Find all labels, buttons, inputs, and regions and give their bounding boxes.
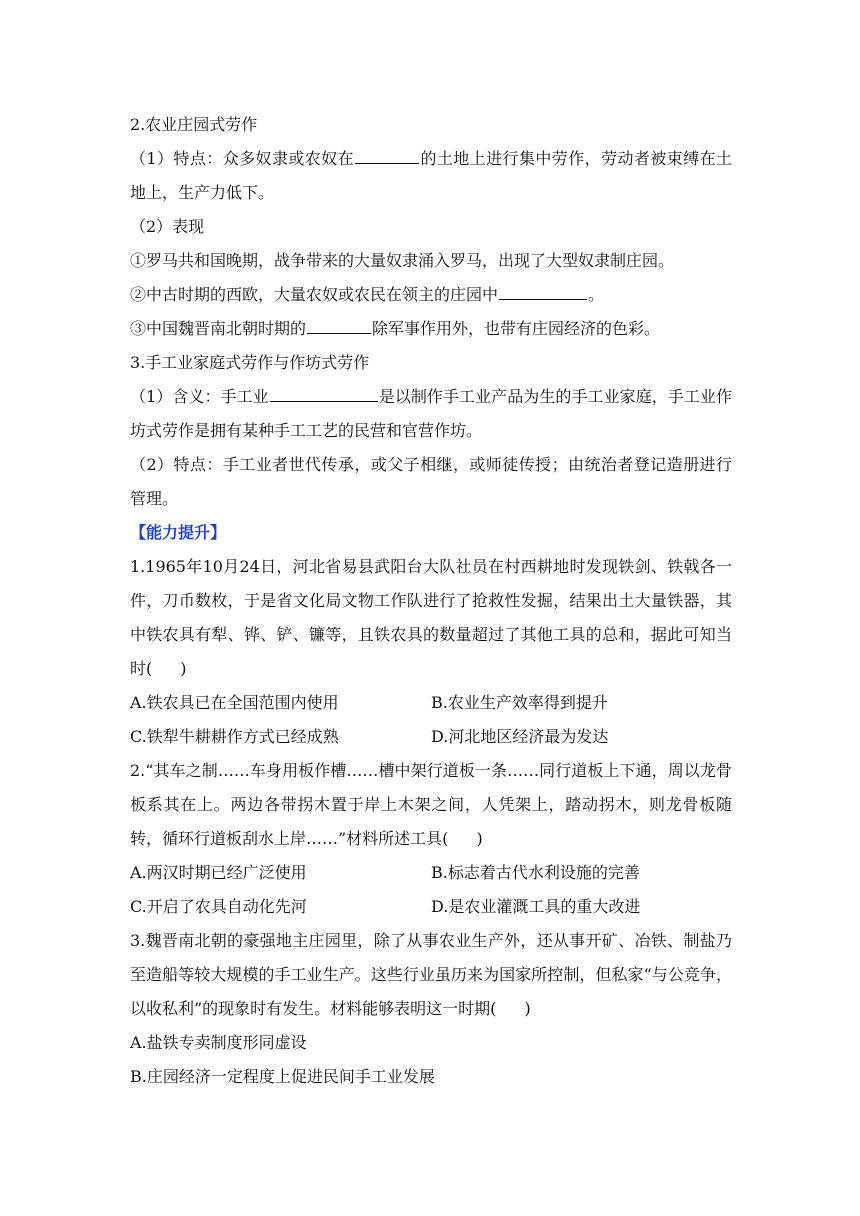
definition-text-end: 是以制作手工业产品为生的手工业家庭，手工业作坊式劳作是拥有某种手工工艺的民营和官营作坊。 [130,387,732,440]
list-item-text-start: ②中古时期的西欧，大量农奴或农民在领主的庄园中 [130,285,499,304]
list-item: ①罗马共和国晚期，战争带来的大量奴隶涌入罗马，出现了大型奴隶制庄园。 [130,251,675,270]
question-stem [130,754,732,856]
question-stem [130,924,732,1026]
option-row [130,720,732,754]
feature-paragraph [130,142,732,210]
definition-paragraph [130,380,732,448]
list-item-text-end: 除军事作用外，也带有庄园经济的色彩。 [372,319,661,338]
option-a[interactable]: A.铁农具已在全国范围内使用 [130,693,339,712]
fill-blank[interactable] [499,279,587,300]
subsection-label: （2）表现 [130,217,205,236]
list-item-text-start: ③中国魏晋南北朝时期的 [130,319,307,338]
list-item [130,278,732,312]
question-3-text: 3.魏晋南北朝的豪强地主庄园里，除了从事农业生产外，还从事开矿、冶铁、制盐乃至造船等较大规模的手工业生产。这些行业虽历来为国家所控制，但私家“与公竞争，以收私利”的现象时有发生。材料能够表明这一时期( [130,931,732,1018]
option-d[interactable]: D.河北地区经济最为发达 [431,727,609,746]
list-item [130,312,732,346]
option-row [130,686,732,720]
option-b[interactable]: B.农业生产效率得到提升 [431,693,608,712]
question-2-text: 2.“其车之制……车身用板作槽……槽中架行道板一条……同行道板上下通，周以龙骨板系其在上。两边各带拐木置于岸上木架之间，人凭架上，踏动拐木，则龙骨板随转，循环行道板刮水上岸……”材料所述工具( [130,761,732,848]
question-1-text: 1.1965年10月24日，河北省易县武阳台大队社员在村西耕地时发现铁剑、铁戟各一件，刀币数枚，于是省文化局文物工作队进行了抢救性发掘，结果出土大量铁器，其中铁农具有犁、铧、铲、镰等，且铁农具的数量超过了其他工具的总和，据此可知当时( [130,557,732,678]
option-b[interactable]: B.标志着古代水利设施的完善 [431,863,640,882]
question-3-close: ) [524,999,531,1018]
ability-heading: 【能力提升】 [130,523,227,542]
option-a[interactable]: A.两汉时期已经广泛使用 [130,863,307,882]
option-row [130,856,732,890]
definition-text-start: （1）含义：手工业 [130,387,269,406]
option-b[interactable]: B.庄园经济一定程度上促进民间手工业发展 [130,1067,435,1086]
fill-blank[interactable] [355,143,419,164]
feature-text-end: 的土地上进行集中劳作，劳动者被束缚在土地上，生产力低下。 [130,149,732,202]
list-item-text-end: 。 [588,285,605,304]
feature-paragraph: （2）特点：手工业者世代传承，或父子相继，或师徒传授；由统治者登记造册进行管理。 [130,455,732,508]
question-stem [130,550,732,686]
question-2-close: ) [476,829,483,848]
section-title: 3.手工业家庭式劳作与作坊式劳作 [130,353,370,372]
fill-blank[interactable] [307,313,371,334]
question-1-close: ) [180,659,187,678]
section-title: 2.农业庄园式劳作 [130,115,258,134]
option-d[interactable]: D.是农业灌溉工具的重大改进 [431,897,641,916]
option-row [130,890,732,924]
option-c[interactable]: C.铁犁牛耕耕作方式已经成熟 [130,727,339,746]
option-a[interactable]: A.盐铁专卖制度形同虚设 [130,1033,307,1052]
document-content [130,108,732,1094]
fill-blank[interactable] [270,381,378,402]
option-c[interactable]: C.开启了农具自动化先河 [130,897,307,916]
feature-text-start: （1）特点：众多奴隶或农奴在 [130,149,355,168]
